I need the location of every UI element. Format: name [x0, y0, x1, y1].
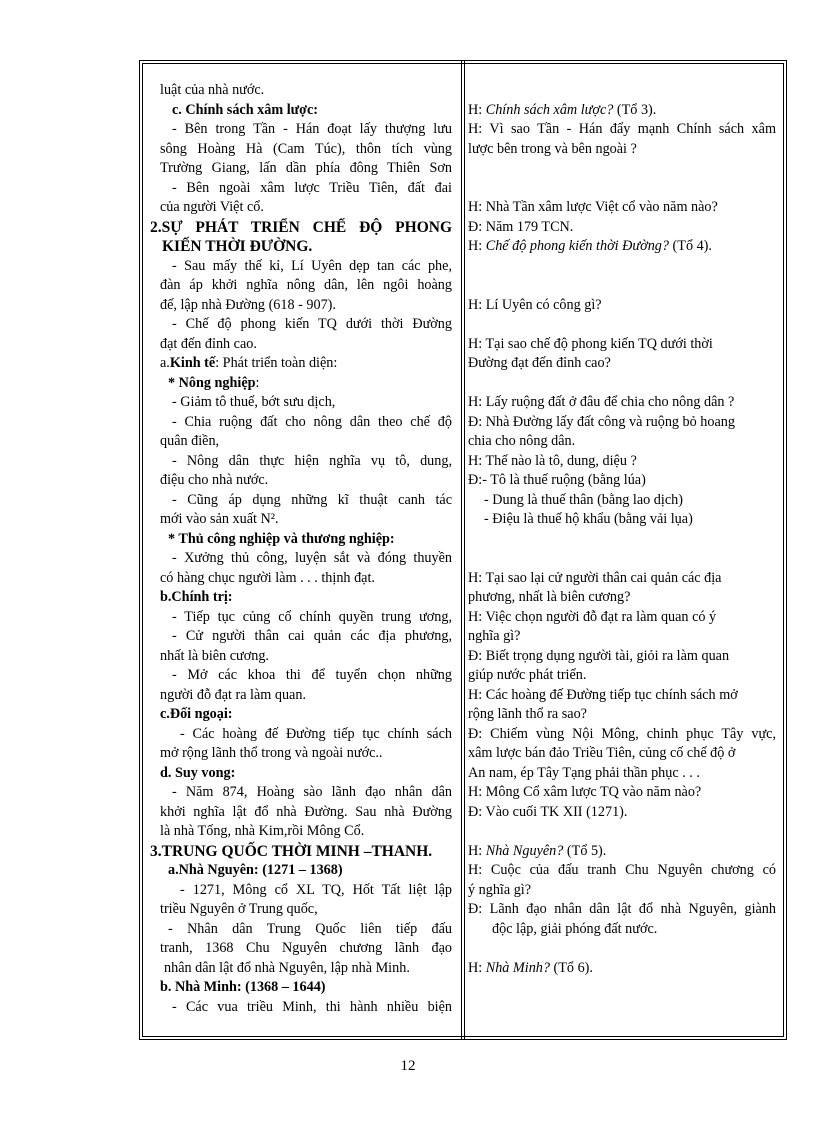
answer-line: Đ: Chiếm vùng Nội Mông, chinh phục Tây vực,	[468, 725, 776, 742]
text-line: đàn áp khởi nghĩa nông dân, lên ngôi hoàng	[160, 277, 452, 293]
answer-line: xâm lược bán đảo Triều Tiên, củng cố chế độ ở	[468, 745, 736, 761]
question-line	[468, 842, 776, 862]
text-line: - Xưởng thủ công, luyện sắt và đóng thuyền	[172, 550, 452, 566]
blank-line	[468, 81, 776, 101]
section-heading: c. Chính sách xâm lược:	[172, 101, 319, 118]
page-number: 12	[400, 1058, 416, 1074]
group-topic: Chế độ phong kiến thời Đường?	[485, 238, 669, 254]
text-line: - Cử người thân cai quản các địa phương,	[172, 628, 452, 644]
question-line: H: Vì sao Tần - Hán đẩy mạnh Chính sách xâm	[468, 121, 776, 137]
question-line: H: Thế nào là tô, dung, diệu ?	[468, 452, 637, 469]
qa-prefix: H:	[468, 959, 486, 976]
text-line: đạt đến đỉnh cao.	[160, 335, 257, 352]
answer-line: độc lập, giải phóng đất nước.	[492, 920, 658, 937]
answer-line: Đ: Nhà Đường lấy đất công và ruộng bỏ hoang	[468, 413, 735, 430]
answer-line: Đ: Năm 179 TCN.	[468, 218, 574, 235]
group-topic: Nhà Minh?	[485, 959, 550, 976]
answer-line: Đ: Vào cuối TK XII (1271).	[468, 803, 628, 820]
answer-line: - Điệu là thuế hộ khẩu (bằng vải lụa)	[484, 511, 693, 527]
text-line: triều Nguyên ở Trung quốc,	[160, 901, 318, 917]
blank-line	[468, 179, 776, 199]
answer-line: Đ: Biết trọng dụng người tài, giỏi ra làm quan	[468, 647, 730, 664]
subsection-heading: * Thủ công nghiệp và thương nghiệp:	[168, 530, 395, 547]
subsection-heading: Kinh tế	[169, 355, 216, 371]
blank-line	[468, 159, 776, 179]
blank-line	[468, 315, 776, 335]
question-line: Đường đạt đến đỉnh cao?	[468, 355, 611, 371]
page-frame	[139, 60, 787, 1040]
text-line: a.	[160, 355, 170, 371]
subsection-heading: * Nông nghiệp	[168, 374, 256, 391]
text-line: - Sau mấy thế kỉ, Lí Uyên dẹp tan các phe,	[172, 257, 452, 274]
group-label: (Tổ 3).	[613, 101, 657, 118]
section-heading: 3.TRUNG QUỐC THỜI MINH –THANH.	[150, 842, 433, 860]
text-line: - Các vua triều Minh, thi hành nhiều biện	[172, 998, 452, 1015]
blank-line	[468, 276, 776, 296]
qa-column	[468, 81, 776, 978]
text-line: nhất là biên cương.	[160, 647, 269, 664]
question-line: H: Các hoàng đế Đường tiếp tục chính sách mở	[468, 686, 738, 703]
text-line: mới vào sản xuất N².	[160, 511, 279, 527]
text-line: - Năm 874, Hoàng sào lãnh đạo nhân dân	[172, 784, 452, 800]
qa-prefix: H:	[468, 101, 486, 118]
text-line: - Chế độ phong kiến TQ dưới thời Đường	[172, 316, 452, 332]
text-line	[160, 374, 452, 394]
text-line: Trường Giang, lấn dần phía đông Thiên Sơn	[160, 160, 452, 176]
text-line: - Cũng áp dụng những kĩ thuật canh tác	[172, 491, 452, 508]
text-line: của người Việt cổ.	[160, 199, 264, 215]
question-line: ý nghĩa gì?	[468, 881, 532, 898]
group-topic: Nhà Nguyên?	[485, 842, 564, 859]
text-line: đế, lập nhà Đường (618 - 907).	[160, 296, 336, 313]
question-line: H: Mông Cổ xâm lược TQ vào năm nào?	[468, 784, 702, 800]
text-line: người đỗ đạt ra làm quan.	[160, 686, 306, 703]
group-label: (Tổ 5).	[563, 842, 607, 859]
text-line: - Tiếp tục củng cố chính quyền trung ương,	[172, 608, 452, 625]
subsection-heading: d. Suy vong:	[160, 764, 236, 781]
qa-prefix: H:	[468, 842, 486, 859]
answer-line: - Dung là thuế thân (bằng lao dịch)	[484, 491, 683, 508]
text-line: nhân dân lật đổ nhà Nguyên, lập nhà Minh.	[164, 959, 410, 976]
text-line: tranh, 1368 Chu Nguyên chương lãnh đạo	[160, 940, 452, 956]
text-line: - Nhân dân Trung Quốc liên tiếp đấu	[168, 920, 452, 937]
blank-line	[468, 374, 776, 394]
text-line: - Chia ruộng đất cho nông dân theo chế độ	[172, 413, 452, 430]
question-line: H: Nhà Tần xâm lược Việt cổ vào năm nào?	[468, 199, 718, 215]
subsection-heading: b.Chính trị:	[160, 589, 233, 605]
question-line: H: Lí Uyên có công gì?	[468, 296, 602, 313]
blank-line	[468, 257, 776, 277]
question-line	[468, 101, 776, 121]
text-line	[160, 354, 452, 374]
text-line: :	[255, 374, 260, 391]
question-line	[468, 237, 776, 257]
content-column	[150, 81, 452, 1017]
column-divider	[461, 61, 465, 1039]
answer-line: chia cho nông dân.	[468, 433, 576, 449]
question-line: H: Tại sao lại cử người thân cai quản các địa	[468, 569, 722, 586]
text-line: - 1271, Mông cổ XL TQ, Hốt Tất liệt lập	[180, 881, 452, 898]
answer-line: Đ:- Tô là thuế ruộng (bằng lúa)	[468, 472, 646, 488]
text-line: khởi nghĩa lật đổ nhà Đường. Sau nhà Đường	[160, 803, 452, 820]
question-line: nghĩa gì?	[468, 628, 521, 644]
group-label: (Tổ 6).	[549, 959, 593, 976]
group-topic: Chính sách xâm lược?	[485, 101, 614, 118]
text-line: - Bên trong Tần - Hán đoạt lấy thượng lưu	[172, 121, 452, 137]
blank-line	[468, 549, 776, 569]
subsection-heading: a.Nhà Nguyên: (1271 – 1368)	[168, 862, 343, 878]
answer-line: An nam, ép Tây Tạng phải thần phục . . .	[468, 764, 700, 781]
question-line: phương, nhất là biên cương?	[468, 589, 631, 605]
text-line: luật của nhà nước.	[160, 82, 265, 98]
text-line: có hàng chục người làm . . . thịnh đạt.	[160, 569, 375, 586]
answer-line: giúp nước phát triển.	[468, 667, 587, 683]
qa-prefix: H:	[468, 238, 486, 254]
subsection-heading: b. Nhà Minh: (1368 – 1644)	[160, 979, 326, 995]
text-line: - Giảm tô thuế, bớt sưu dịch,	[172, 394, 336, 410]
question-line: H: Cuộc của đấu tranh Chu Nguyên chương có	[468, 862, 776, 878]
text-line: - Mở các khoa thi để tuyển chọn những	[172, 667, 452, 683]
question-line: lược bên trong và bên ngoài ?	[468, 140, 637, 157]
blank-line	[468, 530, 776, 550]
blank-line	[468, 939, 776, 959]
group-label: (Tổ 4).	[669, 238, 712, 254]
text-line: quân điền,	[160, 433, 220, 449]
text-line: là nhà Tống, nhà Kim,rồi Mông Cổ.	[160, 823, 365, 839]
section-heading: KIẾN THỜI ĐƯỜNG.	[162, 238, 313, 255]
question-line: H: Lấy ruộng đất ở đâu để chia cho nông dân ?	[468, 394, 735, 410]
text-line: điệu cho nhà nước.	[160, 472, 269, 488]
text-line: : Phát triển toàn diện:	[215, 355, 338, 371]
subsection-heading: c.Đối ngoại:	[160, 706, 233, 722]
text-line: - Các hoàng đế Đường tiếp tục chính sách	[180, 725, 452, 742]
question-line	[468, 959, 776, 979]
blank-line	[468, 822, 776, 842]
text-line: sông Hoàng Hà (Cam Túc), thôn tích vùng	[160, 140, 452, 157]
question-line: rộng lãnh thổ ra sao?	[468, 706, 587, 722]
section-heading: 2.SỰ PHÁT TRIỂN CHẾ ĐỘ PHONG	[150, 218, 452, 236]
text-line: - Nông dân thực hiện nghĩa vụ tô, dung,	[172, 452, 452, 469]
text-line: - Bên ngoài xâm lược Triều Tiên, đất đai	[172, 179, 452, 196]
question-line: H: Tại sao chế độ phong kiến TQ dưới thời	[468, 335, 713, 352]
question-line: H: Việc chọn người đỗ đạt ra làm quan có ý	[468, 608, 717, 625]
answer-line: Đ: Lãnh đạo nhân dân lật đổ nhà Nguyên, giành	[468, 901, 776, 917]
text-line: mở rộng lãnh thổ trong và ngoài nước..	[160, 745, 383, 761]
